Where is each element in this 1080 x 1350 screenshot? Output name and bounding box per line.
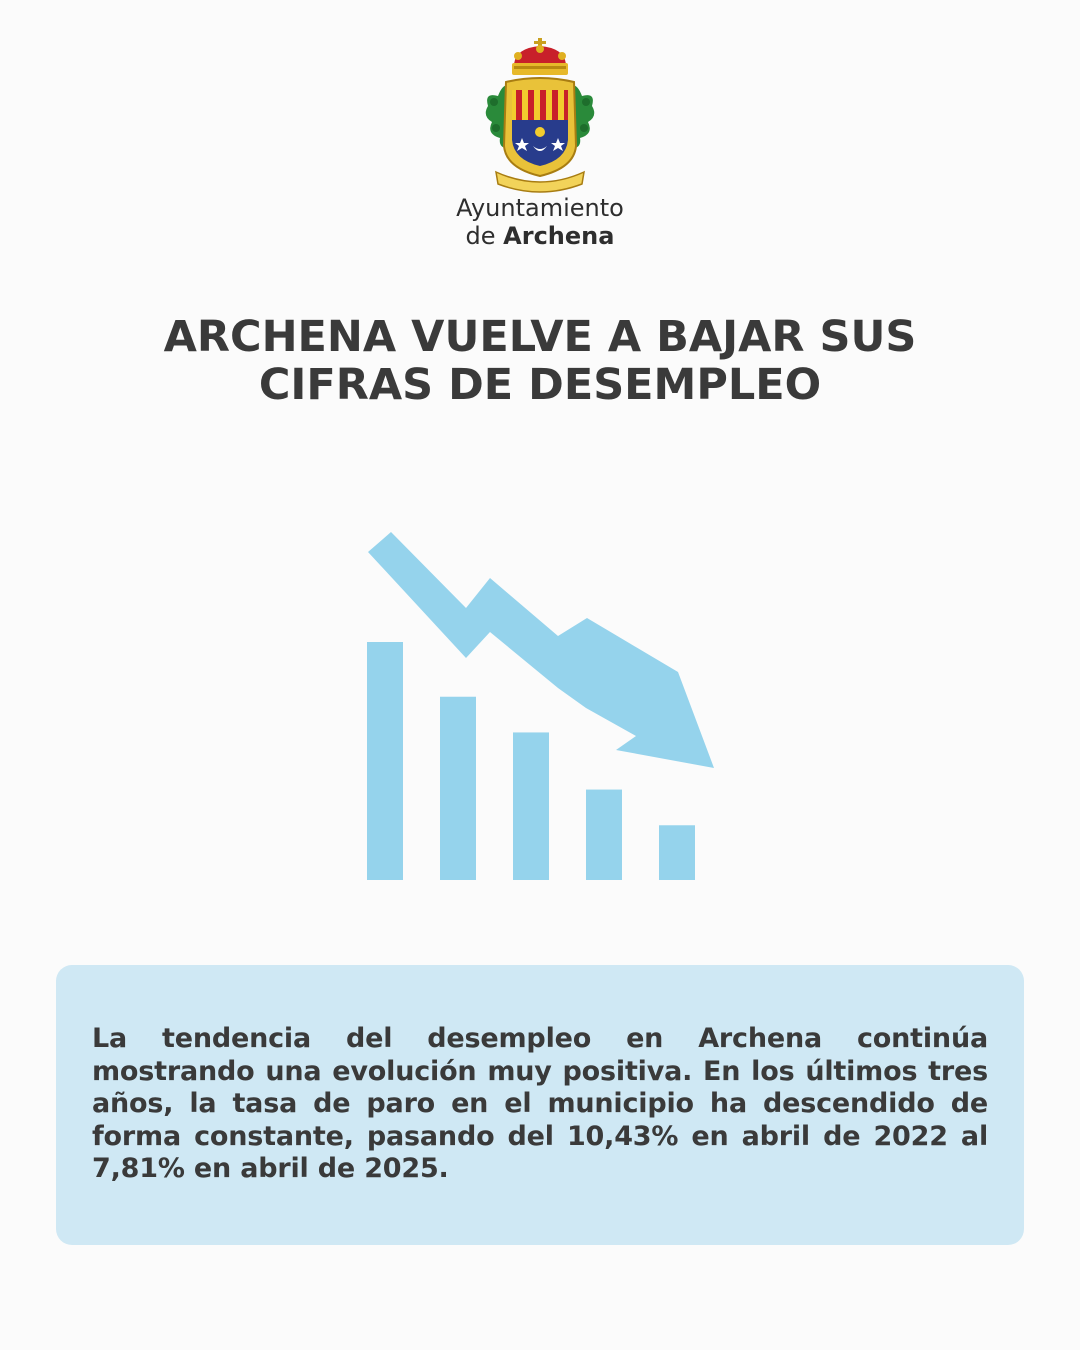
trend-bar	[586, 790, 622, 880]
org-name-line1: Ayuntamiento	[456, 194, 624, 222]
coat-of-arms-icon	[478, 36, 602, 196]
page-title-line1: ARCHENA VUELVE A BAJAR SUS	[163, 311, 917, 362]
info-card	[56, 965, 1024, 1245]
declining-bar-chart-with-down-arrow-icon	[360, 528, 720, 888]
info-paragraph: La tendencia del desempleo en Archena continúa mostrando una evolución muy positiva. En los últimos tres años, la tasa de paro en el municipio ha descendido de forma constante, pasando del 10,43% en abril de 2022 al 7,81% en abril de 2025.	[92, 1023, 988, 1184]
trend-bar	[659, 825, 695, 880]
declining-trend-illustration	[360, 528, 720, 888]
trend-bar	[367, 642, 403, 880]
org-name-line2	[0, 222, 1080, 250]
org-name-bold: Archena	[503, 222, 615, 250]
trend-bar	[440, 697, 476, 880]
page-title	[90, 313, 990, 409]
trend-bar	[513, 732, 549, 880]
org-name-prefix: de	[465, 222, 504, 250]
coat-of-arms-logo	[478, 36, 602, 196]
organization-name	[0, 194, 1080, 250]
page-title-line2: CIFRAS DE DESEMPLEO	[258, 359, 822, 410]
